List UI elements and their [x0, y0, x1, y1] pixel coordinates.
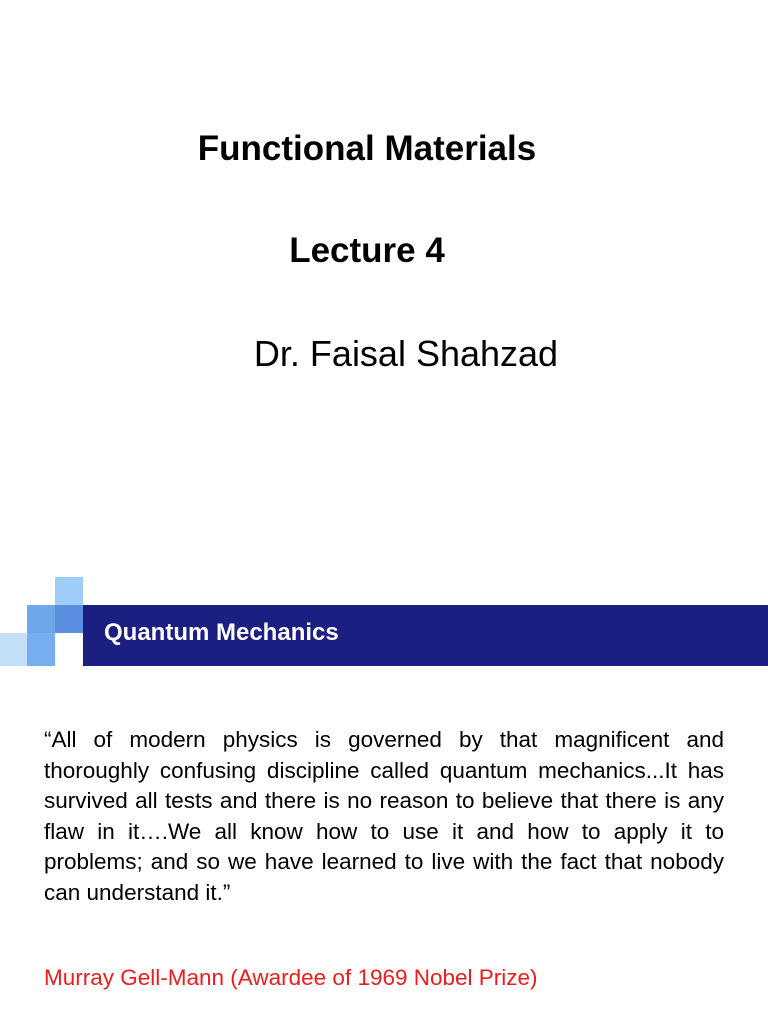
decorative-square [27, 633, 55, 666]
quote-text: “All of modern physics is governed by that magnificent and thoroughly confusing discipline called quantum mechanics...It has survived all tests and there is no reason to believe that there is any flaw in it….We all know how to use it and how to apply it to problems; and so we have learned to live with the fact that nobody can understand it.” [44, 727, 724, 905]
lecture-number: Lecture 4 [289, 231, 445, 270]
decorative-square [27, 605, 55, 633]
quote-attribution: Murray Gell-Mann (Awardee of 1969 Nobel Prize) [44, 965, 538, 990]
section-heading: Quantum Mechanics [104, 619, 339, 646]
author-name: Dr. Faisal Shahzad [253, 333, 559, 374]
decorative-square [55, 577, 83, 605]
decorative-square [55, 605, 83, 633]
decorative-square [0, 633, 27, 666]
slide-title: Functional Materials [197, 129, 537, 168]
